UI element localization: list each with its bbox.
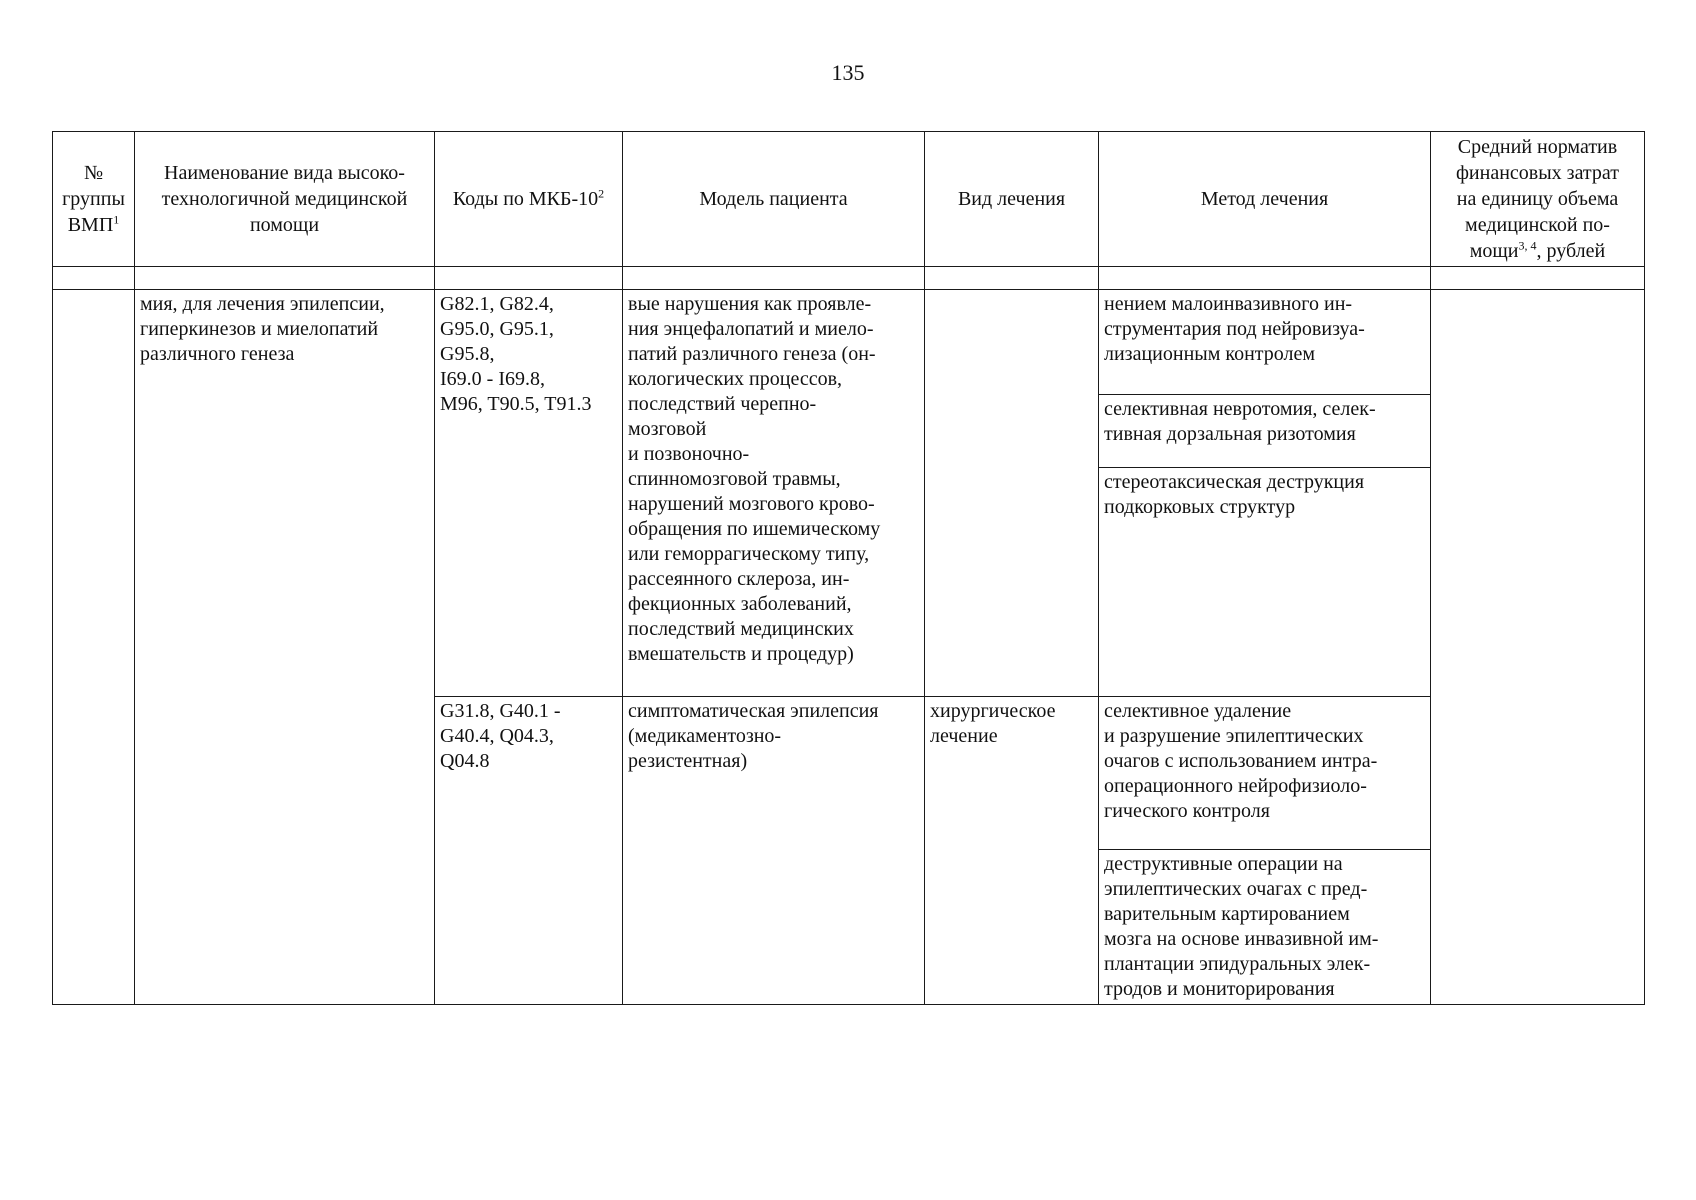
vmp-table [52, 131, 1645, 1005]
cell-patient-model: вые нарушения как проявле- ния энцефалопатий и миело- патий различного генеза (он- кологических процессов, последствий черепно- мозговой и позвоночно- спинномозговой травмы, нарушений мозгового крово- обращения по ишемическому или геморрагическому типу, рассеянного склероза, ин- фекционных заболеваний, последствий медицинских вмешательств и процедур) [623, 290, 925, 697]
cell-treatment-method: нением малоинвазивного ин- струментария под нейровизуа- лизационным контролем [1099, 290, 1431, 395]
cell-icd-codes: G82.1, G82.4, G95.0, G95.1, G95.8, I69.0 - I69.8, M96, T90.5, T91.3 [435, 290, 623, 697]
cell-treatment-method: селективная невротомия, селек- тивная дорзальная ризотомия [1099, 395, 1431, 468]
cell-icd-codes: G31.8, G40.1 - G40.4, Q04.3, Q04.8 [435, 697, 623, 1005]
cell-treatment-method: стереотаксическая деструкция подкорковых структур [1099, 468, 1431, 697]
table-row [53, 290, 1645, 395]
header-treatment-type: Вид лечения [925, 132, 1099, 267]
cell-patient-model: симптоматическая эпилепсия (медикаментозно- резистентная) [623, 697, 925, 1005]
spacer-row [53, 267, 1645, 290]
header-care-type: Наименование вида высоко- технологичной медицинской помощи [135, 132, 435, 267]
cell-care-type: мия, для лечения эпилепсии, гиперкинезов и миелопатий различного генеза [135, 290, 435, 1005]
header-row [53, 132, 1645, 267]
header-patient-model: Модель пациента [623, 132, 925, 267]
header-cost-norm: Средний норматив финансовых затрат на единицу объема медицинской по- мощи$^{3, 4}$, рублей [1431, 132, 1645, 267]
cell-treatment-type: хирургическое лечение [925, 697, 1099, 1005]
header-icd-codes: Коды по МКБ-$10^2$ [435, 132, 623, 267]
header-group-no: № группы ВМП$^1$ [53, 132, 135, 267]
cell-cost [1431, 290, 1645, 1005]
cell-group-no [53, 290, 135, 1005]
header-treatment-method: Метод лечения [1099, 132, 1431, 267]
cell-treatment-method: селективное удаление и разрушение эпилептических очагов с использованием интра- операционного нейрофизиоло- гического контроля [1099, 697, 1431, 850]
cell-treatment-method: деструктивные операции на эпилептических очагах с пред- варительным картированием мозга на основе инвазивной им- плантации эпидуральных элек- тродов и мониторирования [1099, 850, 1431, 1005]
page-number: 135 [831, 60, 865, 85]
cell-treatment-type [925, 290, 1099, 697]
